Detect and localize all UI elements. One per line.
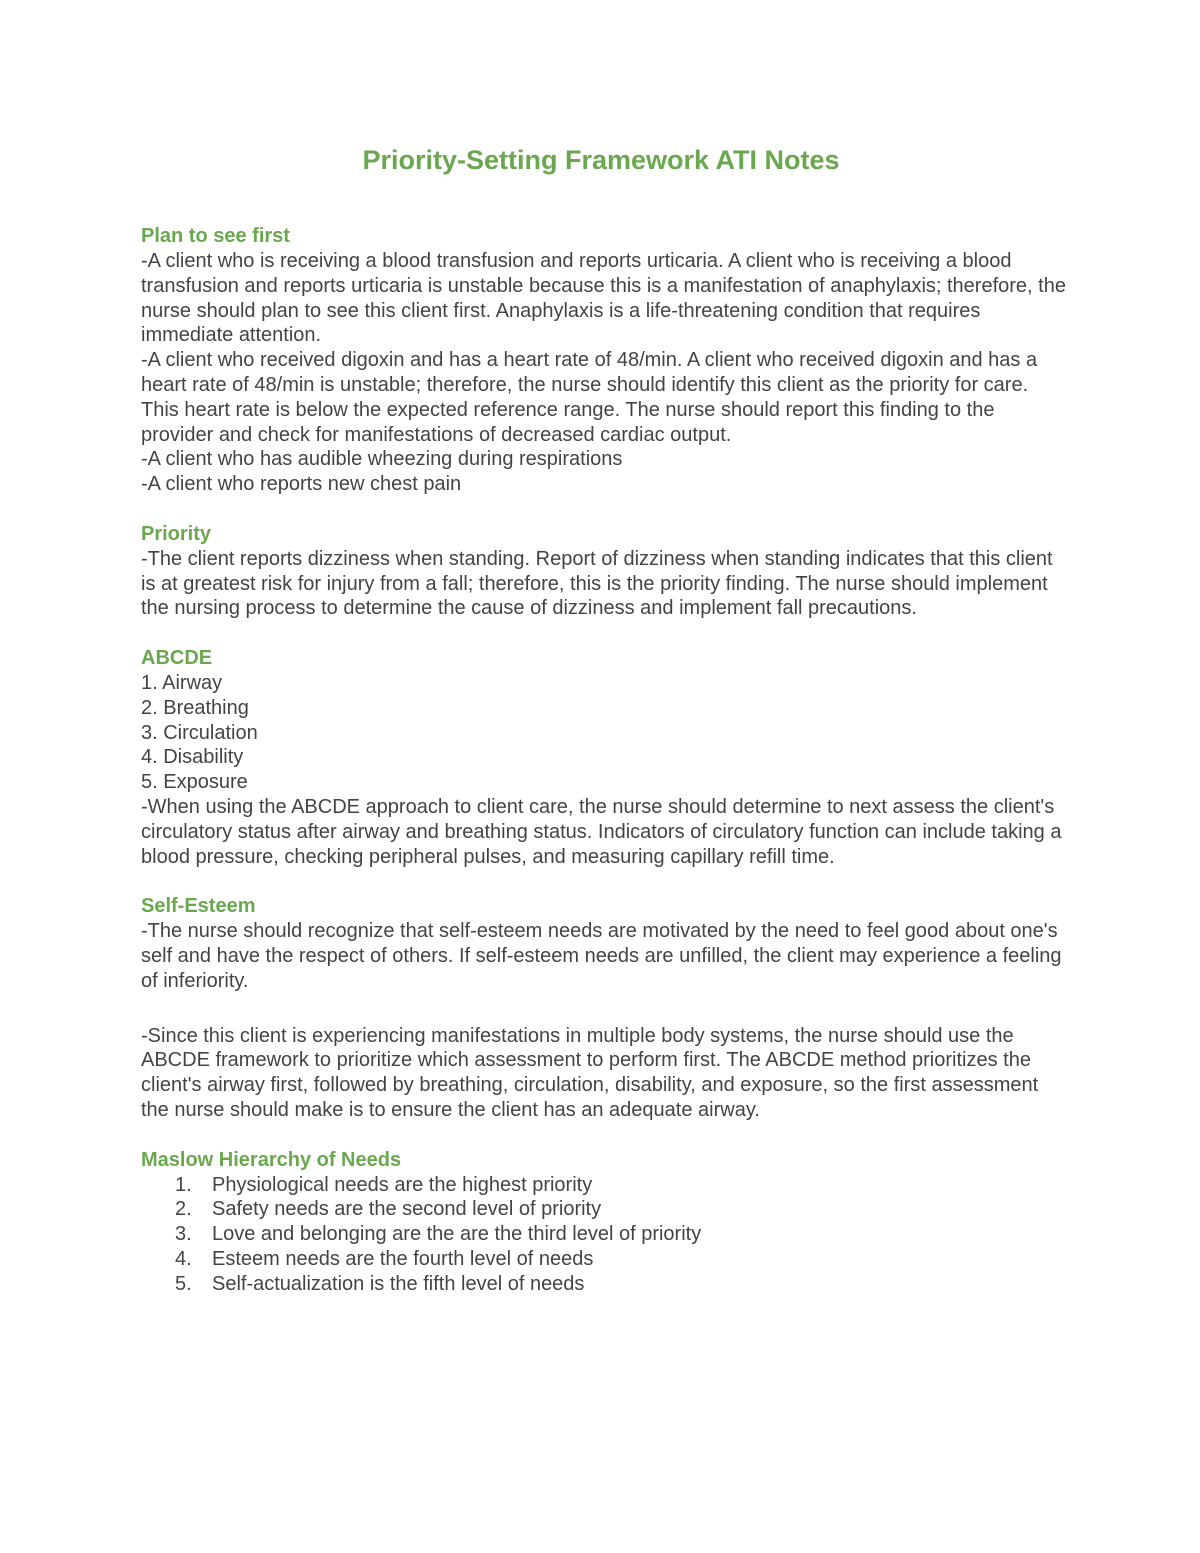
page-title: Priority-Setting Framework ATI Notes	[362, 145, 840, 175]
paragraph: -The nurse should recognize that self-esteem needs are motivated by the need to feel good about one's self and have the respect of others. If self-esteem needs are unfilled, the client may experience a feeling of inferiority.	[141, 920, 1062, 992]
paragraph: -A client who reports new chest pain	[141, 473, 462, 496]
abcde-item: 2. Breathing	[141, 696, 249, 719]
paragraph: -A client who has audible wheezing during respirations	[141, 448, 623, 471]
section-priority	[141, 522, 1071, 621]
section-heading-plan-first: Plan to see first	[141, 225, 290, 247]
list-item-text: Safety needs are the second level of priority	[212, 1198, 602, 1221]
document-page	[141, 140, 1071, 1296]
list-item-text: Esteem needs are the fourth level of needs	[212, 1247, 594, 1270]
section-maslow	[141, 1148, 1071, 1297]
paragraph: -A client who received digoxin and has a heart rate of 48/min. A client who received digoxin and has a heart rate of 48/min is unstable; therefore, the nurse should identify this client as the priority for care. This heart rate is below the expected reference range. The nurse should report this finding to the provider and check for manifestations of decreased cardiac output.	[141, 349, 1038, 446]
paragraph: -When using the ABCDE approach to client care, the nurse should determine to next assess the client's circulatory status after airway and breathing status. Indicators of circulatory function can include taking a blood pressure, checking peripheral pulses, and measuring capillary refill time.	[141, 795, 1062, 868]
section-self-esteem	[141, 894, 1071, 1123]
abcde-item: 4. Disability	[141, 746, 244, 769]
list-item-text: Love and belonging are the are the third level of priority	[212, 1223, 702, 1246]
list-item-text: Physiological needs are the highest priority	[212, 1173, 593, 1196]
list-item-text: Self-actualization is the fifth level of needs	[212, 1272, 585, 1295]
spacer	[141, 621, 1071, 646]
paragraph: -The client reports dizziness when standing. Report of dizziness when standing indicates that this client is at greatest risk for injury from a fall; therefore, this is the priority finding. The nurse should implement the nursing process to determine the cause of dizziness and implement fall precautions.	[141, 547, 1053, 620]
section-heading-self-esteem: Self-Esteem	[141, 895, 256, 918]
spacer	[141, 497, 1071, 522]
section-heading-priority: Priority	[141, 522, 212, 545]
list-number: 2.	[175, 1198, 192, 1221]
spacer	[141, 869, 1071, 894]
list-item	[141, 1197, 1071, 1222]
list-item	[141, 1173, 1071, 1198]
list-item	[141, 1247, 1071, 1272]
spacer	[141, 994, 1071, 1024]
abcde-item: 5. Exposure	[141, 771, 248, 794]
section-heading-abcde: ABCDE	[141, 646, 213, 669]
list-item	[141, 1272, 1071, 1297]
paragraph: -A client who is receiving a blood transfusion and reports urticaria. A client who is receiving a blood transfusion and reports urticaria is unstable because this is a manifestation of anaphylaxis; therefore, the nurse should plan to see this client first. Anaphylaxis is a life-threatening condition that requires immediate attention.	[141, 250, 1066, 347]
paragraph: -Since this client is experiencing manifestations in multiple body systems, the nurse should use the ABCDE framework to prioritize which assessment to perform first. The ABCDE method prioritizes the client's airway first, followed by breathing, circulation, disability, and exposure, so the first assessment the nurse should make is to ensure the client has an adequate airway.	[141, 1024, 1039, 1121]
list-number: 5.	[175, 1272, 192, 1295]
section-abcde	[141, 646, 1071, 869]
maslow-list	[141, 1173, 1071, 1297]
list-number: 1.	[175, 1173, 192, 1196]
abcde-item: 3. Circulation	[141, 721, 258, 744]
list-number: 4.	[175, 1247, 192, 1270]
section-plan-first	[141, 224, 1071, 497]
abcde-item: 1. Airway	[141, 671, 223, 694]
list-number: 3.	[175, 1223, 192, 1246]
spacer	[141, 1123, 1071, 1148]
section-heading-maslow: Maslow Hierarchy of Needs	[141, 1148, 402, 1171]
list-item	[141, 1222, 1071, 1247]
